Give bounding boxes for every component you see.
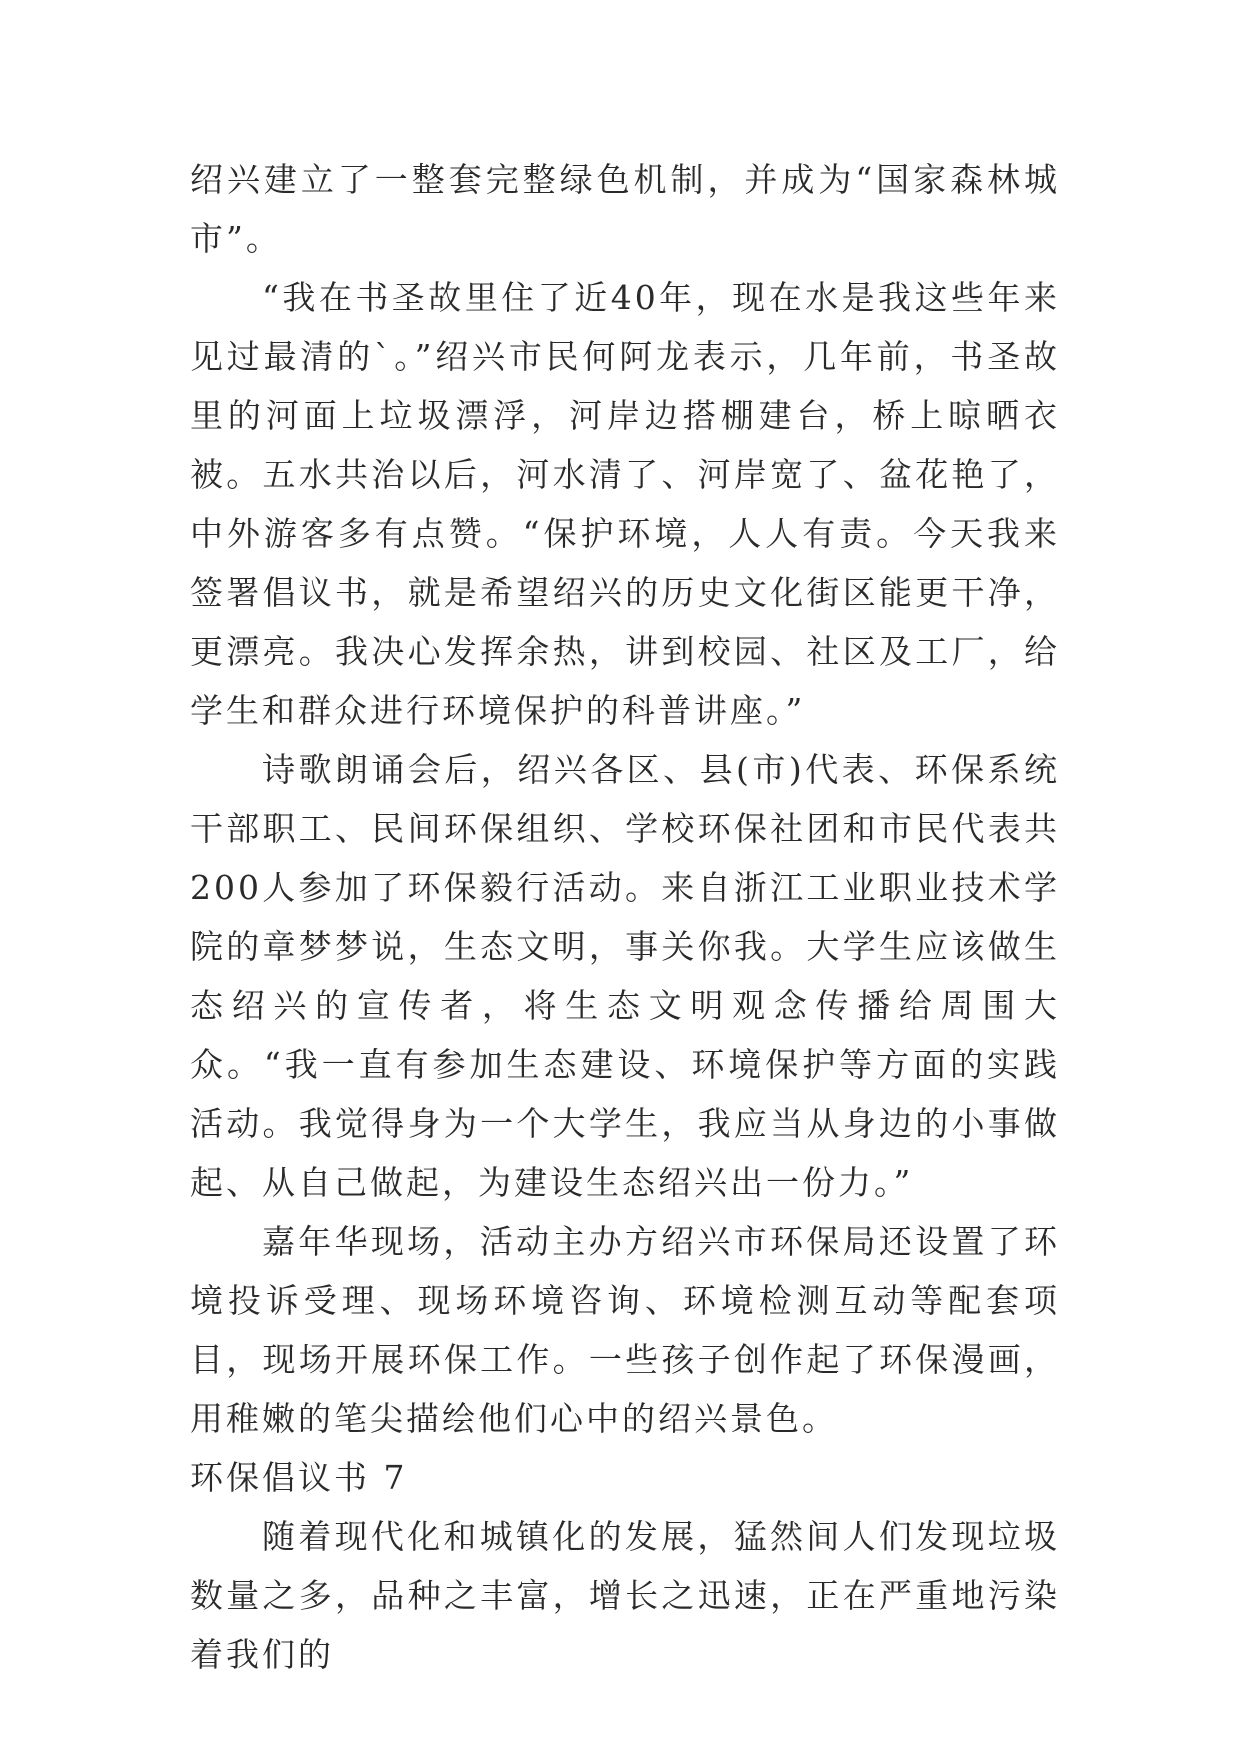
paragraph-1: 绍兴建立了一整套完整绿色机制，并成为“国家森林城市”。 <box>190 160 1060 258</box>
paragraph-2: “我在书圣故里住了近40年，现在水是我这些年来见过最清的`。”绍兴市民何阿龙表示，几年前，书圣故里的河面上垃圾漂浮，河岸边搭棚建台，桥上晾晒衣被。五水共治以后，河水清了、河岸宽了、盆花艳了，中外游客多有点赞。“保护环境，人人有责。今天我来签署倡议书，就是希望绍兴的历史文化街区能更干净，更漂亮。我决心发挥余热，讲到校园、社区及工厂，给学生和群众进行环境保护的科普讲座。” <box>190 278 1060 730</box>
paragraph-3: 诗歌朗诵会后，绍兴各区、县(市)代表、环保系统干部职工、民间环保组织、学校环保社团和市民代表共200人参加了环保毅行活动。来自浙江工业职业技术学院的章梦梦说，生态文明，事关你我。大学生应该做生态绍兴的宣传者，将生态文明观念传播给周围大众。“我一直有参加生态建设、环境保护等方面的实践活动。我觉得身为一个大学生，我应当从身边的小事做起、从自己做起，为建设生态绍兴出一份力。” <box>190 750 1060 1202</box>
section-heading: 环保倡议书 7 <box>190 1458 408 1497</box>
paragraph-4: 嘉年华现场，活动主办方绍兴市环保局还设置了环境投诉受理、现场环境咨询、环境检测互动等配套项目，现场开展环保工作。一些孩子创作起了环保漫画，用稚嫩的笔尖描绘他们心中的绍兴景色。 <box>190 1222 1060 1438</box>
paragraph-5: 随着现代化和城镇化的发展，猛然间人们发现垃圾数量之多，品种之丰富，增长之迅速，正在严重地污染着我们的 <box>190 1517 1060 1674</box>
document-body <box>190 150 1060 1684</box>
